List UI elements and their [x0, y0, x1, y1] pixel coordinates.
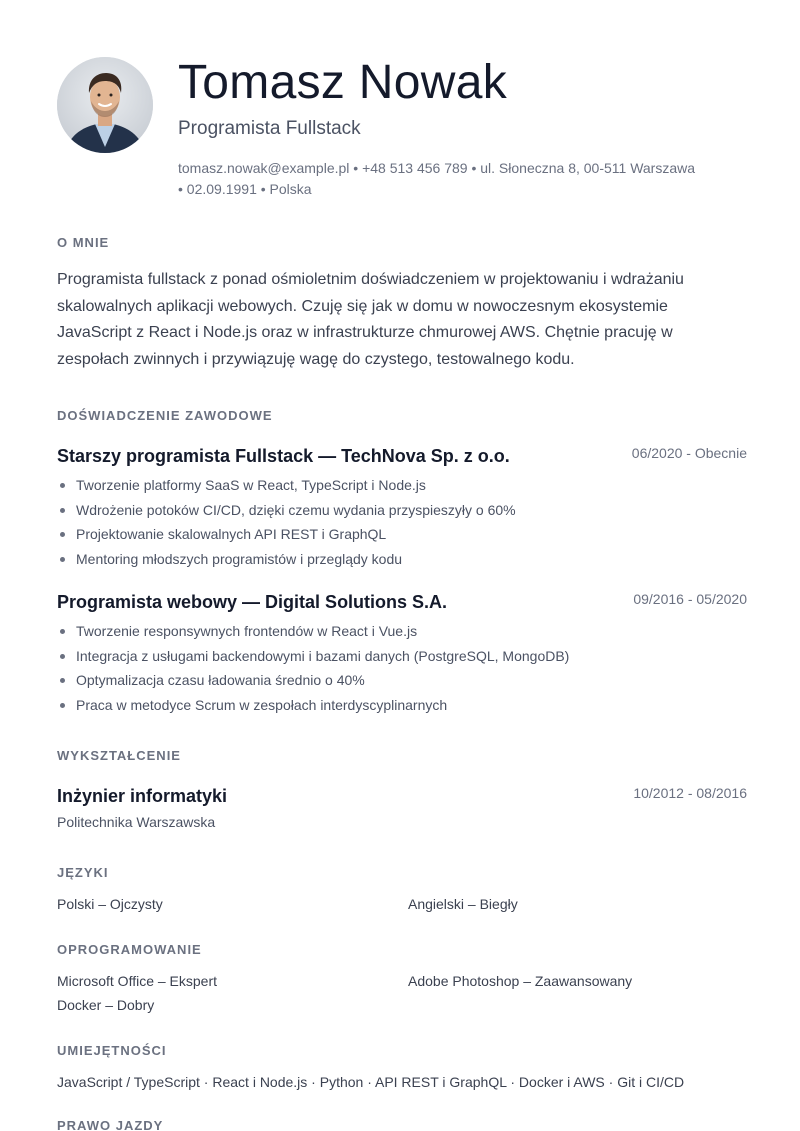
language-item: Polski – Ojczysty	[57, 896, 163, 912]
software-list	[57, 969, 747, 1017]
section-title-languages: JĘZYKI	[57, 865, 109, 880]
about-text: Programista fullstack z ponad ośmioletnim doświadczeniem w projektowaniu i wdrażaniu skalowalnych aplikacji webowych. Czuję się jak w domu w nowoczesnym ekosystemie JavaScript z React i Node.js oraz w infrastrukturze chmurowej AWS. Chętnie pracuję w zespołach zwinnych i przywiązuję wagę do czystego, testowalnego kodu.	[57, 271, 684, 368]
bullet-item: Tworzenie platformy SaaS w React, TypeScript i Node.js	[57, 473, 747, 498]
section-title-about: O MNIE	[57, 235, 110, 250]
software-item: Microsoft Office – Ekspert	[57, 973, 218, 989]
education-entry	[57, 783, 747, 833]
degree-title: Inżynier informatyki	[57, 786, 228, 806]
job-date: 09/2016 - 05/2020	[633, 591, 747, 607]
section-title-skills: UMIEJĘTNOŚCI	[57, 1043, 167, 1058]
bullet-item: Tworzenie responsywnych frontendów w React i Vue.js	[57, 619, 747, 644]
education-date: 10/2012 - 08/2016	[633, 785, 747, 801]
header-text	[178, 57, 747, 200]
job-title: Programista webowy — Digital Solutions S.A.	[57, 592, 448, 612]
avatar	[57, 57, 153, 153]
job-bullets	[57, 619, 747, 717]
job-date: 06/2020 - Obecnie	[631, 445, 747, 461]
bullet-item: Projektowanie skalowalnych API REST i GraphQL	[57, 522, 747, 547]
contact-line-2: • 02.09.1991 • Polska	[178, 181, 312, 197]
languages-list	[57, 892, 747, 916]
job-title: Starszy programista Fullstack — TechNova Sp. z o.o.	[57, 446, 510, 466]
section-title-license: PRAWO JAZDY	[57, 1118, 164, 1131]
software-item: Docker – Dobry	[57, 997, 155, 1013]
bullet-item: Wdrożenie potoków CI/CD, dzięki czemu wydania przyspieszyły o 60%	[57, 498, 747, 523]
bullet-item: Integracja z usługami backendowymi i bazami danych (PostgreSQL, MongoDB)	[57, 644, 747, 669]
school-name: Politechnika Warszawska	[57, 814, 216, 830]
skills-text: JavaScript / TypeScript · React i Node.js · Python · API REST i GraphQL · Docker i AWS · Git i CI/CD	[57, 1074, 685, 1090]
section-title-education: WYKSZTAŁCENIE	[57, 748, 181, 763]
section-title-software: OPROGRAMOWANIE	[57, 942, 202, 957]
profile-photo-icon	[57, 57, 153, 153]
bullet-item: Mentoring młodszych programistów i przeglądy kodu	[57, 547, 747, 572]
job-bullets	[57, 473, 747, 571]
person-name: Tomasz Nowak	[178, 56, 508, 109]
language-item: Angielski – Biegły	[408, 896, 518, 912]
contact-info	[178, 158, 747, 200]
contact-line-1: tomasz.nowak@example.pl • +48 513 456 789 • ul. Słoneczna 8, 00-511 Warszawa	[178, 160, 696, 176]
bullet-item: Praca w metodyce Scrum w zespołach interdyscyplinarnych	[57, 693, 747, 718]
software-item: Adobe Photoshop – Zaawansowany	[408, 973, 633, 989]
job-role: Programista Fullstack	[178, 118, 361, 139]
section-title-experience: DOŚWIADCZENIE ZAWODOWE	[57, 408, 273, 423]
job-entry	[57, 443, 747, 571]
job-entry	[57, 589, 747, 717]
bullet-item: Optymalizacja czasu ładowania średnio o 40%	[57, 668, 747, 693]
